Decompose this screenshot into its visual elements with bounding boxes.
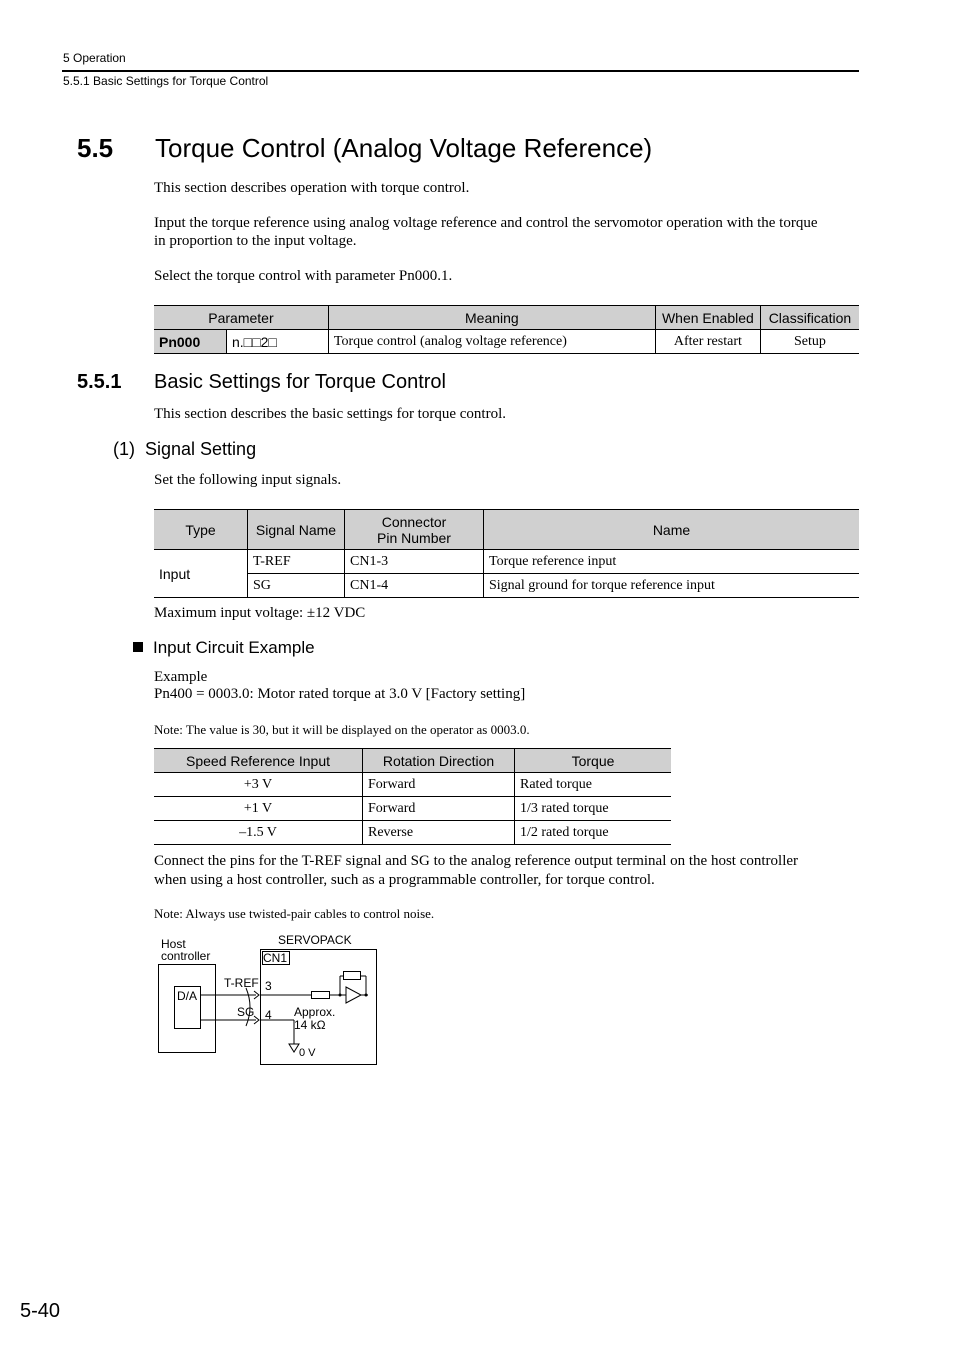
pin3-label: 3	[265, 979, 272, 993]
signal-cell-name: Signal ground for torque reference input	[484, 574, 860, 598]
table-row	[154, 550, 859, 574]
subsection-intro: This section describes the basic settings for torque control.	[154, 406, 506, 422]
approx-label-line1: Approx.	[294, 1005, 336, 1019]
signal-header-signal-name: Signal Name	[248, 510, 345, 550]
input-resistor-icon	[312, 992, 330, 999]
ground-icon	[289, 1044, 299, 1052]
page-number: 5-40	[20, 1300, 61, 1322]
example-label: Example	[154, 669, 208, 685]
signal-setting-intro: Set the following input signals.	[154, 472, 342, 488]
subsection-title: Basic Settings for Torque Control	[154, 371, 447, 393]
table-row	[154, 574, 859, 598]
torque-cell-torque: 1/2 rated torque	[515, 821, 672, 845]
host-label-line2: controller	[161, 949, 211, 963]
param-cell-classification: Setup	[760, 330, 859, 354]
max-voltage-text: Maximum input voltage: ±12 VDC	[154, 605, 366, 621]
param-cell-value: n.□□2□	[227, 330, 329, 354]
section-para2-line1: Input the torque reference using analog voltage reference and control the servomotor operation with the torque	[154, 215, 818, 231]
example-text: Pn400 = 0003.0: Motor rated torque at 3.0 V [Factory setting]	[154, 686, 526, 702]
torque-header-input: Speed Reference Input	[154, 749, 363, 773]
section-para1: This section describes operation with torque control.	[154, 180, 470, 196]
param-header-parameter: Parameter	[154, 306, 328, 330]
signal-header-connector	[345, 510, 484, 550]
signal-cell-signal: SG	[248, 574, 345, 598]
signal-cell-pin: CN1-4	[345, 574, 484, 598]
opamp-icon	[346, 987, 361, 1003]
table-row	[154, 821, 671, 845]
running-header-section: 5.5.1 Basic Settings for Torque Control	[63, 74, 269, 88]
parameter-table	[154, 305, 859, 354]
signal-header-type: Type	[154, 510, 248, 550]
table-row	[154, 797, 671, 821]
torque-table	[154, 748, 671, 845]
param-header-classification: Classification	[760, 306, 859, 330]
input-circuit-heading: Input Circuit Example	[153, 638, 315, 657]
section-number: 5.5	[77, 133, 114, 163]
note-2: Note: Always use twisted-pair cables to control noise.	[154, 906, 435, 921]
note-1: Note: The value is 30, but it will be displayed on the operator as 0003.0.	[154, 722, 530, 737]
torque-cell-direction: Forward	[363, 797, 515, 821]
param-header-when-enabled: When Enabled	[655, 306, 760, 330]
torque-cell-torque: Rated torque	[515, 773, 672, 797]
param-header-meaning: Meaning	[328, 306, 655, 330]
running-header-chapter: 5 Operation	[63, 51, 126, 65]
sg-label: SG	[237, 1005, 255, 1019]
torque-cell-torque: 1/3 rated torque	[515, 797, 672, 821]
input-circuit-heading-wrap	[133, 638, 315, 658]
cn1-label: CN1	[263, 951, 288, 965]
section-para2-line2: in proportion to the input voltage.	[154, 233, 357, 249]
section-para3: Select the torque control with parameter Pn000.1.	[154, 268, 453, 284]
table-row	[154, 773, 671, 797]
tref-label: T-REF	[224, 976, 259, 990]
signal-cell-pin: CN1-3	[345, 550, 484, 574]
zero-volt-label: 0 V	[299, 1047, 316, 1059]
torque-cell-input: –1.5 V	[154, 821, 363, 845]
param-cell-when-enabled: After restart	[655, 330, 760, 354]
signal-cell-signal: T-REF	[248, 550, 345, 574]
section-title: Torque Control (Analog Voltage Reference)	[155, 133, 653, 163]
host-label-line1: Host	[161, 937, 186, 951]
servopack-label: SERVOPACK	[278, 933, 352, 947]
signal-table	[154, 509, 859, 598]
torque-cell-direction: Reverse	[363, 821, 515, 845]
feedback-resistor-icon	[344, 972, 361, 980]
param-cell-name: Pn000	[154, 330, 227, 354]
host-controller-box	[159, 965, 216, 1053]
torque-cell-input: +3 V	[154, 773, 363, 797]
param-cell-meaning: Torque control (analog voltage reference)	[328, 330, 655, 354]
input-circuit-diagram	[150, 930, 390, 1070]
signal-cell-name: Torque reference input	[484, 550, 860, 574]
signal-header-name: Name	[484, 510, 860, 550]
signal-header-connector-line2: Pin Number	[377, 529, 451, 546]
subsection-number: 5.5.1	[77, 371, 122, 393]
approx-label-line2: 14 kΩ	[294, 1018, 326, 1032]
torque-header-direction: Rotation Direction	[363, 749, 515, 773]
signal-setting-heading: (1) Signal Setting	[113, 439, 257, 459]
connect-text-line1: Connect the pins for the T-REF signal and SG to the analog reference output terminal on the host controller	[154, 853, 799, 869]
torque-cell-direction: Forward	[363, 773, 515, 797]
signal-cell-type: Input	[154, 550, 248, 598]
signal-header-connector-line1: Connector	[381, 513, 447, 530]
torque-header-torque: Torque	[515, 749, 672, 773]
header-rule	[62, 70, 859, 72]
connect-text-line2: when using a host controller, such as a programmable controller, for torque control.	[154, 872, 655, 888]
square-bullet-icon	[133, 642, 143, 652]
da-label: D/A	[177, 989, 198, 1003]
torque-cell-input: +1 V	[154, 797, 363, 821]
pin4-label: 4	[265, 1008, 272, 1022]
